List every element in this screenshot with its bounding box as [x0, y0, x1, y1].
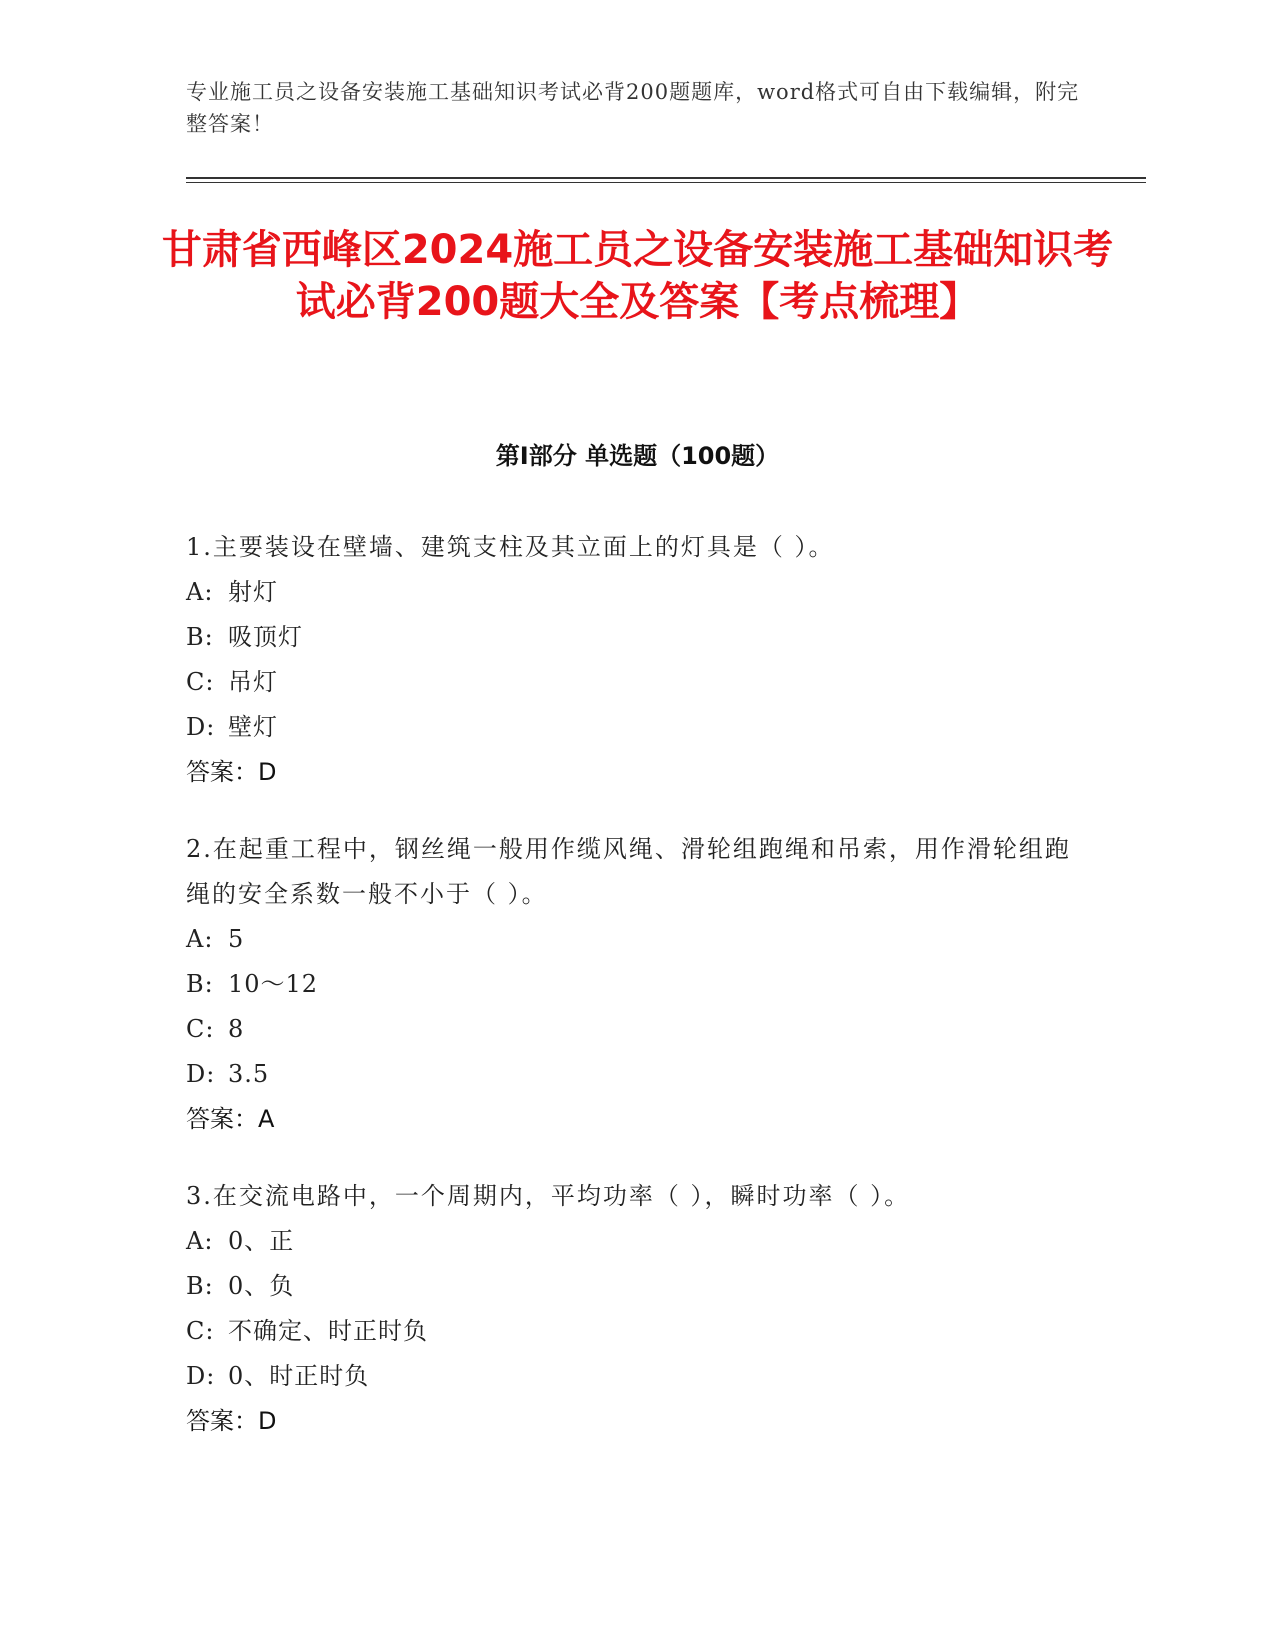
option-text: 5	[228, 925, 245, 953]
option-text: 0、正	[228, 1227, 295, 1255]
question-stem: 2.在起重工程中，钢丝绳一般用作缆风绳、滑轮组跑绳和吊索，用作滑轮组跑绳的安全系数一般不小于（ ）。	[186, 835, 1071, 908]
option-key: A:	[186, 1227, 214, 1255]
question-answer: 答案：D	[186, 758, 277, 786]
option-key: D:	[186, 1060, 216, 1088]
option-key: B:	[186, 1272, 214, 1300]
option-a	[186, 570, 1086, 615]
question-list	[186, 525, 1086, 1476]
option-text: 10～12	[228, 970, 319, 998]
option-key: B:	[186, 623, 214, 651]
option-text: 吸顶灯	[228, 623, 303, 651]
question-answer: 答案：D	[186, 1407, 277, 1435]
question-2	[186, 827, 1086, 1142]
option-a	[186, 1219, 1086, 1264]
option-d	[186, 1354, 1086, 1399]
option-key: A:	[186, 925, 214, 953]
document-title: 甘肃省西峰区2024施工员之设备安装施工基础知识考试必背200题大全及答案【考点梳理】	[161, 227, 1114, 325]
header-note: 专业施工员之设备安装施工基础知识考试必背200题题库，word格式可自由下载编辑，附完整答案！	[186, 80, 1080, 136]
option-text: 壁灯	[228, 713, 278, 741]
question-3	[186, 1174, 1086, 1444]
option-d	[186, 705, 1086, 750]
header-rule-thick	[186, 177, 1146, 179]
option-b	[186, 615, 1086, 660]
option-d	[186, 1052, 1086, 1097]
section-heading: 第I部分 单选题（100题）	[495, 442, 780, 470]
option-text: 8	[228, 1015, 245, 1043]
question-1	[186, 525, 1086, 795]
option-text: 射灯	[228, 578, 278, 606]
option-b	[186, 1264, 1086, 1309]
option-key: A:	[186, 578, 214, 606]
option-key: C:	[186, 1317, 215, 1345]
option-b	[186, 962, 1086, 1007]
option-c	[186, 1007, 1086, 1052]
option-c	[186, 660, 1086, 705]
option-text: 0、时正时负	[228, 1362, 370, 1390]
question-answer: 答案：A	[186, 1105, 275, 1133]
option-a	[186, 917, 1086, 962]
option-key: D:	[186, 1362, 216, 1390]
option-text: 0、负	[228, 1272, 295, 1300]
question-stem: 1.主要装设在壁墙、建筑支柱及其立面上的灯具是（ ）。	[186, 533, 835, 561]
option-key: D:	[186, 713, 216, 741]
option-text: 不确定、时正时负	[228, 1317, 428, 1345]
option-key: C:	[186, 668, 215, 696]
option-text: 3.5	[228, 1060, 270, 1088]
option-key: B:	[186, 970, 214, 998]
option-key: C:	[186, 1015, 215, 1043]
option-c	[186, 1309, 1086, 1354]
question-stem: 3.在交流电路中，一个周期内，平均功率（ ），瞬时功率（ ）。	[186, 1182, 911, 1210]
option-text: 吊灯	[228, 668, 278, 696]
header-rule-thin	[186, 182, 1146, 183]
